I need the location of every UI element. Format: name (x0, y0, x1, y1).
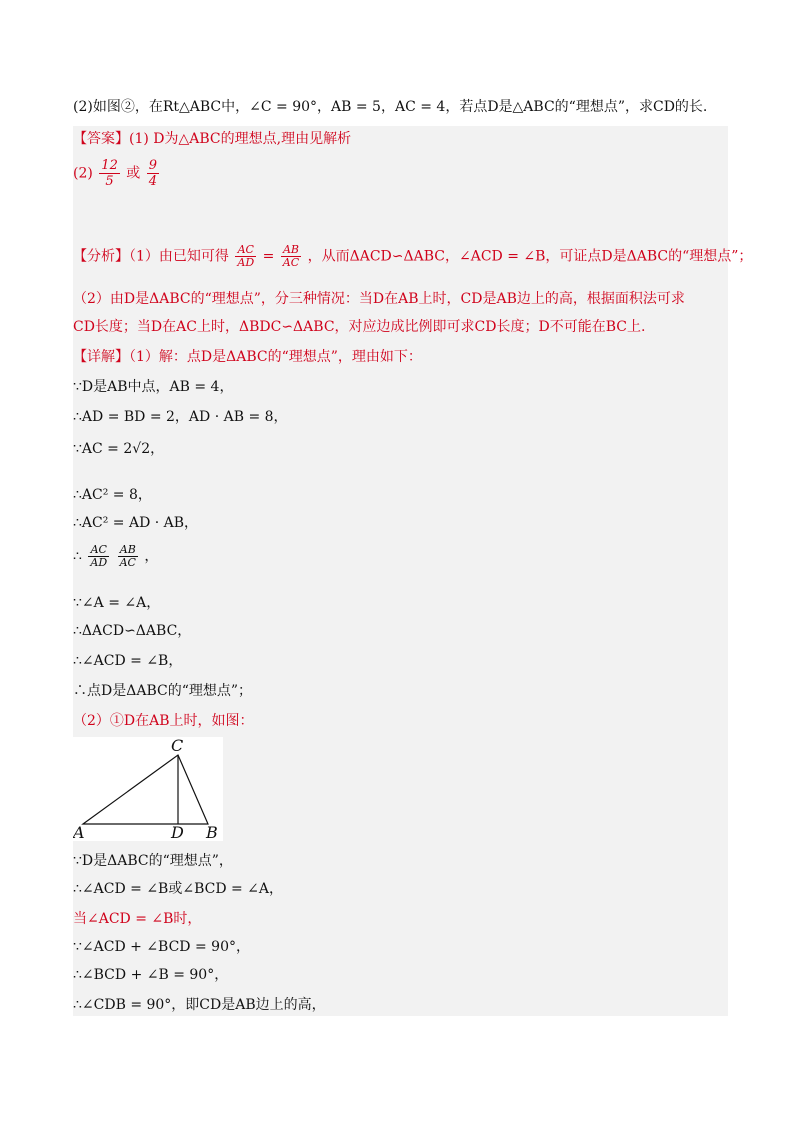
answer-fraction-2 (147, 158, 159, 189)
detail-line-13: ∵D是ΔABC的“理想点”， (73, 853, 233, 869)
detail-line-9: ∴ΔACD∽ΔABC， (73, 623, 192, 639)
detail-line-15: 当∠ACD = ∠B时， (73, 911, 202, 927)
detail-line-8: ∵∠A = ∠A， (73, 595, 161, 611)
detail-line-17: ∴∠BCD + ∠B = 90°， (73, 967, 229, 983)
detail-line-7 (73, 544, 158, 569)
detail-line-12: （2）①D在AB上时，如图： (73, 713, 254, 729)
detail-fraction-left-num: AC (88, 544, 109, 557)
detail-line-10: ∴∠ACD = ∠B， (73, 653, 183, 669)
triangle-figure (73, 737, 223, 841)
answer-fraction-2-den: 4 (148, 174, 158, 189)
detail-line-4: ∵AC = 2√2， (73, 441, 165, 457)
detail-line-11: ∴点D是ΔABC的“理想点”； (73, 683, 253, 699)
analysis-fraction-right-den: AC (282, 256, 300, 269)
analysis-intro: 【分析】（1）由已知可得 (73, 248, 229, 265)
answer-or: 或 (126, 165, 141, 182)
triangle-abc (83, 755, 208, 824)
answer-line-2 (73, 158, 161, 189)
analysis-fraction-left (235, 244, 256, 269)
detail-line-5: ∴AC² = 8， (73, 487, 152, 503)
detail-fraction-right-num: AB (118, 544, 138, 557)
label-d: D (171, 823, 184, 841)
detail-line-16: ∵∠ACD + ∠BCD = 90°， (73, 939, 250, 955)
analysis-fraction-right-num: AB (281, 244, 301, 257)
problem-statement: (2)如图②，在Rt△ABC中，∠C = 90°，AB = 5，AC = 4，若点D是△ABC的“理想点”，求CD的长. (73, 99, 708, 115)
therefore-symbol: ∴ (73, 548, 82, 565)
analysis-line-2: （2）由D是ΔABC的“理想点”，分三种情况：当D在AB上时，CD是AB边上的高，根据面积法可求 (73, 291, 685, 307)
analysis-rest: ，从而ΔACD∽ΔABC，∠ACD = ∠B，可证点D是ΔABC的“理想点”； (307, 248, 753, 265)
answer-line-1: 【答案】(1) D为△ABC的理想点,理由见解析 (73, 131, 352, 147)
detail-fraction-right-den: AC (119, 556, 136, 569)
analysis-equals: = (262, 248, 275, 265)
answer-fraction-1-num: 12 (101, 158, 118, 173)
analysis-fraction-left-num: AC (235, 244, 256, 257)
detail-line-6: ∴AC² = AD · AB， (73, 515, 199, 531)
detail-line-3: ∴AD = BD = 2，AD · AB = 8， (73, 409, 288, 425)
analysis-fraction-right (281, 244, 301, 269)
detail-heading: 【详解】（1）解：点D是ΔABC的“理想点”，理由如下： (73, 349, 422, 365)
detail-fraction-left (88, 544, 109, 569)
detail-line-14: ∴∠ACD = ∠B或∠BCD = ∠A， (73, 881, 284, 897)
label-a: A (73, 823, 85, 841)
detail-fraction-left-den: AD (90, 556, 108, 569)
analysis-line-3: CD长度；当D在AC上时，ΔBDC∽ΔABC，对应边成比例即可求CD长度；D不可能在BC上. (73, 319, 646, 335)
detail-fraction-right (118, 544, 138, 569)
answer-part-2-label: (2) (73, 165, 93, 182)
detail-line-2: ∵D是AB中点，AB = 4， (73, 379, 234, 395)
analysis-line-1 (73, 244, 752, 269)
answer-fraction-1 (99, 158, 120, 189)
analysis-fraction-left-den: AD (237, 256, 255, 269)
answer-fraction-1-den: 5 (105, 174, 114, 189)
answer-fraction-2-num: 9 (148, 158, 158, 173)
detail-line-7-comma: ， (144, 548, 159, 565)
detail-line-18: ∴∠CDB = 90°，即CD是AB边上的高， (73, 997, 326, 1013)
label-c: C (171, 737, 184, 755)
label-b: B (206, 823, 218, 841)
